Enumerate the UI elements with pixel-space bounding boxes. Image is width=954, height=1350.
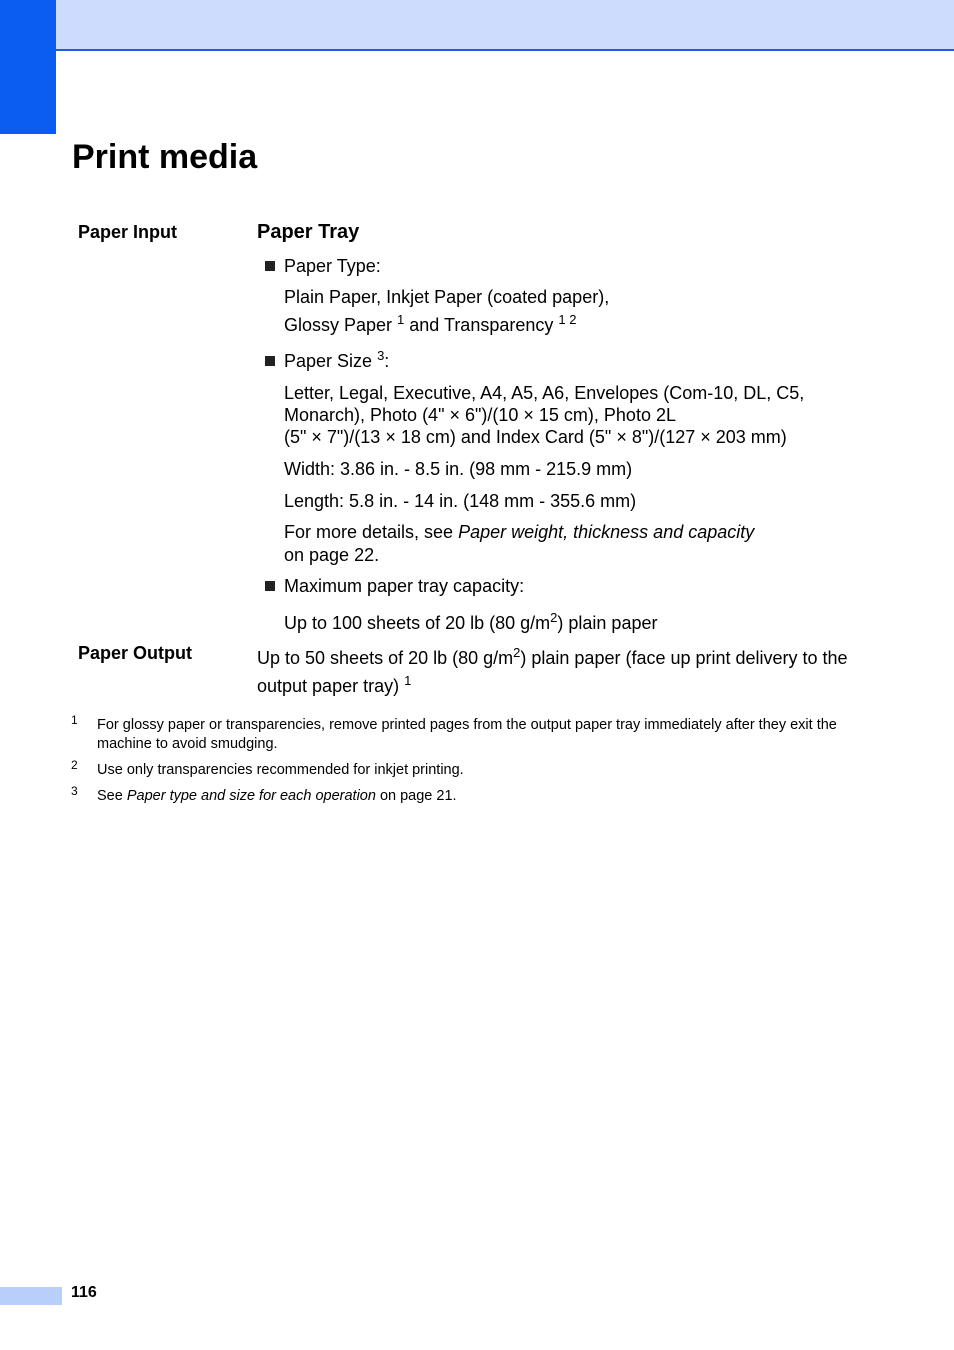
superscript: 2 <box>550 610 558 625</box>
footnote-ref: 1 2 <box>558 312 577 327</box>
capacity-text: Up to 100 sheets of 20 lb (80 g/m <box>284 613 551 633</box>
footnote-2-text: Use only transparencies recommended for inkjet printing. <box>97 762 464 778</box>
footnote-1-line2: machine to avoid smudging. <box>97 736 278 752</box>
page-number-bar <box>0 1287 62 1305</box>
capacity-label: Maximum paper tray capacity: <box>284 576 525 596</box>
superscript: 2 <box>513 645 521 660</box>
sizes-line2: Monarch), Photo (4" × 6")/(10 × 15 cm), Photo 2L <box>284 405 676 425</box>
capacity-value <box>284 612 657 634</box>
chapter-tab <box>0 0 56 134</box>
details-prefix: For more details, see <box>284 522 459 542</box>
footnote-number: 3 <box>71 784 78 798</box>
bullet-icon <box>265 581 275 591</box>
footnote-number: 1 <box>71 713 78 727</box>
output-text-end: ) plain paper (face up print delivery to the <box>520 648 848 668</box>
paper-size-text: Paper Size <box>284 351 378 371</box>
footnote-ref: 3 <box>377 348 385 363</box>
paper-type-line1: Plain Paper, Inkjet Paper (coated paper), <box>284 287 610 307</box>
output-tray-text: output paper tray) <box>257 676 405 696</box>
paper-tray-heading: Paper Tray <box>257 221 360 243</box>
footnote-ref: 1 <box>404 673 412 688</box>
paper-type-glossy: Glossy Paper <box>284 315 398 335</box>
details-suffix: on page 22. <box>284 545 380 565</box>
paper-output-line1 <box>257 647 848 669</box>
footnote-3-prefix: See <box>97 788 127 804</box>
footnote-1-line1: For glossy paper or transparencies, remove printed pages from the output paper tray immediately after they exit the <box>97 717 837 733</box>
bullet-icon <box>265 356 275 366</box>
paper-size-label <box>284 350 389 372</box>
footnote-3-text <box>97 787 457 806</box>
footnote-ref: 1 <box>397 312 405 327</box>
page-number: 116 <box>71 1284 97 1301</box>
paper-input-label: Paper Input <box>78 222 178 242</box>
paper-output-line2 <box>257 675 411 697</box>
footnote-3-link[interactable]: Paper type and size for each operation <box>126 788 376 804</box>
width-spec: Width: 3.86 in. - 8.5 in. (98 mm - 215.9 mm) <box>284 459 633 479</box>
details-line <box>284 521 754 543</box>
capacity-text-end: ) plain paper <box>557 613 658 633</box>
sizes-line3: (5" × 7")/(13 × 18 cm) and Index Card (5" × 8")/(127 × 203 mm) <box>284 427 787 447</box>
paper-type-line2 <box>284 314 576 336</box>
paper-type-transparency: and Transparency <box>404 315 559 335</box>
page-title: Print media <box>72 138 258 176</box>
paper-size-colon: : <box>384 351 390 371</box>
paper-type-label: Paper Type: <box>284 256 381 276</box>
output-text: Up to 50 sheets of 20 lb (80 g/m <box>257 648 514 668</box>
details-link[interactable]: Paper weight, thickness and capacity <box>458 522 755 542</box>
header-band <box>0 0 954 51</box>
footnote-3-suffix: on page 21. <box>375 788 457 804</box>
footnote-number: 2 <box>71 758 78 772</box>
bullet-icon <box>265 261 275 271</box>
paper-output-label: Paper Output <box>78 643 193 663</box>
length-spec: Length: 5.8 in. - 14 in. (148 mm - 355.6 mm) <box>284 491 637 511</box>
sizes-line1: Letter, Legal, Executive, A4, A5, A6, Envelopes (Com-10, DL, C5, <box>284 383 805 403</box>
